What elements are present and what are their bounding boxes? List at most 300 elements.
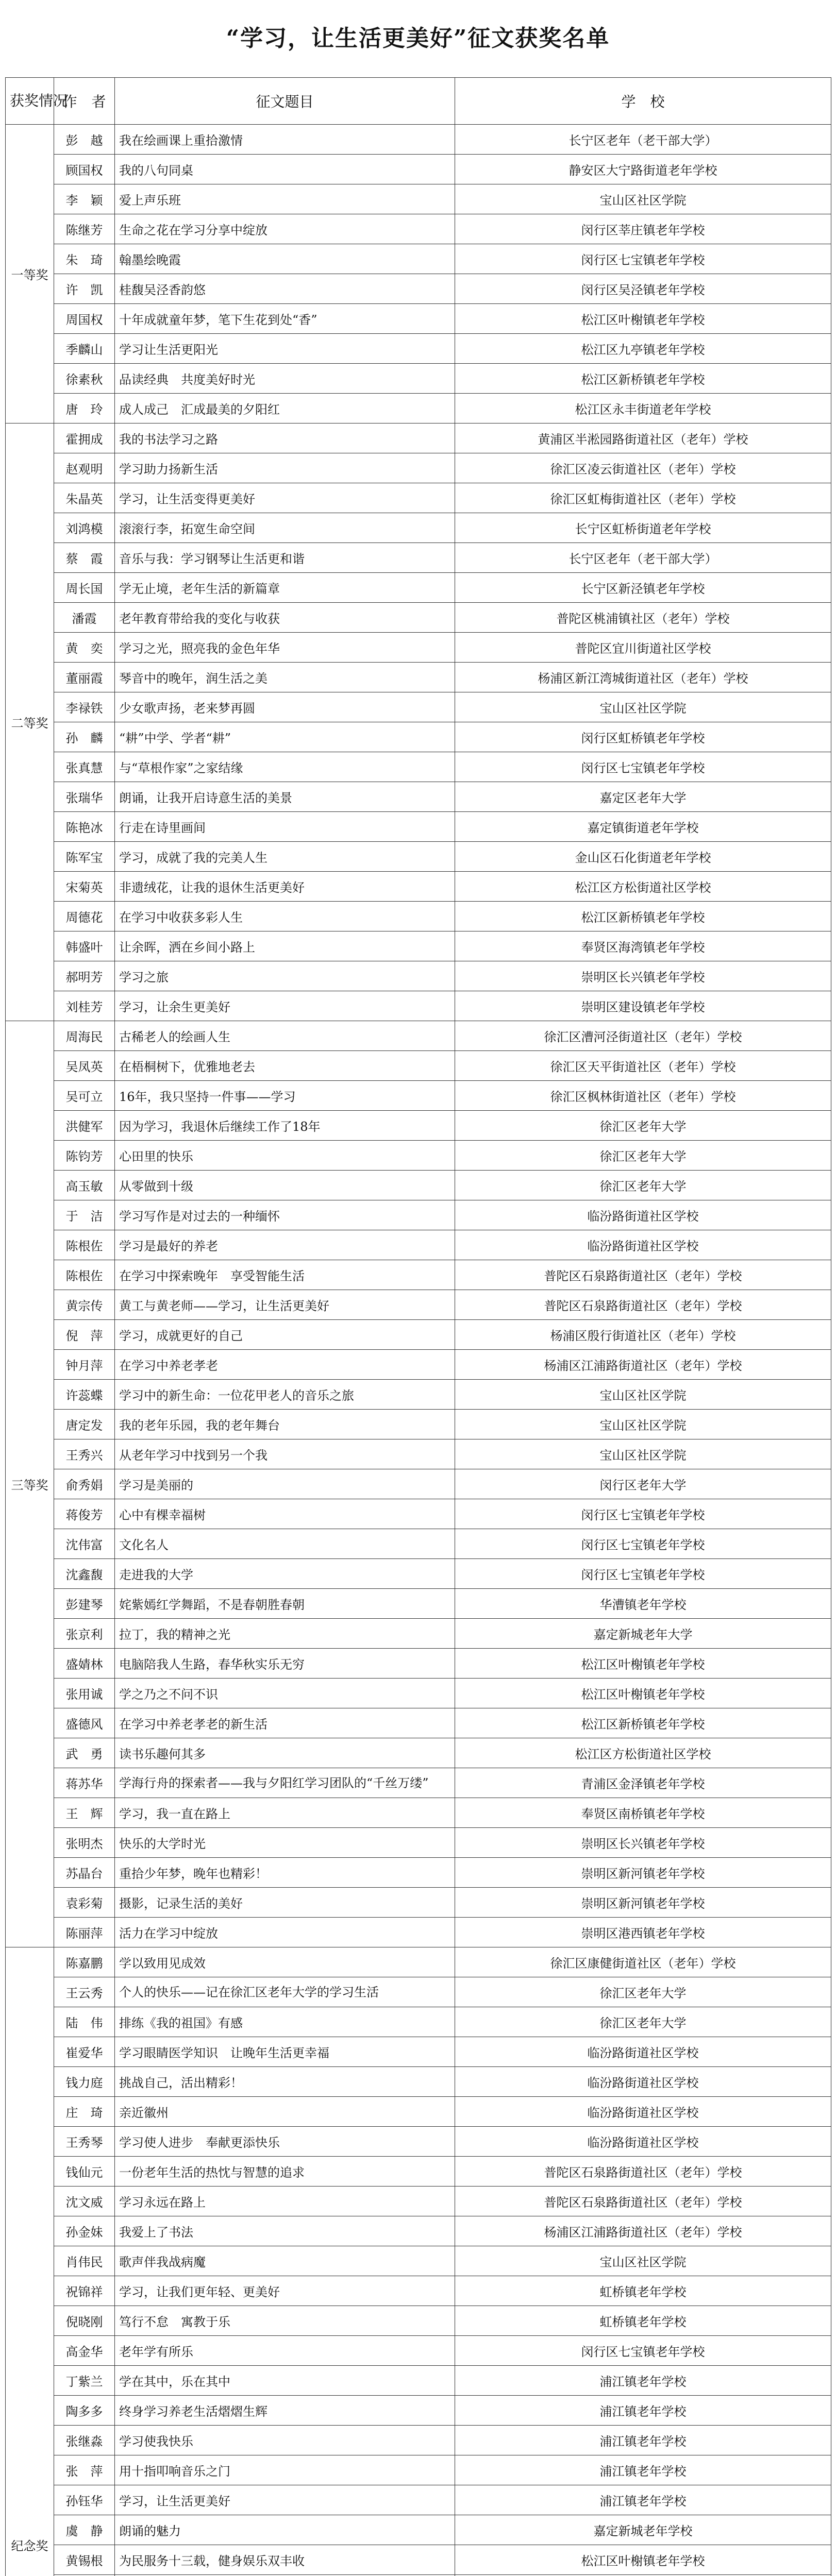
essay-title: 我爱上了书法 <box>115 2216 455 2246</box>
author-name: 周长国 <box>54 573 115 603</box>
school-name: 青浦区金泽镇老年学校 <box>455 1768 831 1798</box>
table-row <box>6 1260 831 1290</box>
author-name: 张明杰 <box>54 1828 115 1858</box>
school-name: 徐汇区凌云街道社区（老年）学校 <box>455 453 831 483</box>
table-row <box>6 1081 831 1111</box>
table-row <box>6 1828 831 1858</box>
essay-title: 快乐的大学时光 <box>115 1828 455 1858</box>
school-name: 长宁区新泾镇老年学校 <box>455 573 831 603</box>
essay-title: 滚滚行李，拓宽生命空间 <box>115 513 455 543</box>
essay-title: 少女歌声扬，老来梦再圆 <box>115 692 455 722</box>
essay-title: 挑战自己，活出精彩！ <box>115 2067 455 2097</box>
essay-title: 学习之旅 <box>115 961 455 991</box>
school-name: 嘉定区老年大学 <box>455 782 831 812</box>
page-title: “学习，让生活更美好”征文获奖名单 <box>226 25 610 52</box>
essay-title: 心中有棵幸福树 <box>115 1499 455 1529</box>
table-row <box>6 1200 831 1230</box>
essay-title: 心田里的快乐 <box>115 1141 455 1171</box>
essay-title: 在学习中养老孝老的新生活 <box>115 1708 455 1738</box>
school-name: 普陀区桃浦镇社区（老年）学校 <box>455 603 831 633</box>
author-name: 顾国权 <box>54 155 115 184</box>
school-name: 浦江镇老年学校 <box>455 2455 831 2485</box>
school-name: 宝山区社区学院 <box>455 1439 831 1469</box>
essay-title: 学习中的新生命：一位花甲老人的音乐之旅 <box>115 1380 455 1410</box>
header-essay-title: 征文题目 <box>115 78 455 125</box>
school-name: 松江区方松街道社区学校 <box>455 872 831 902</box>
essay-title: 文化名人 <box>115 1529 455 1559</box>
table-row <box>6 991 831 1021</box>
school-name: 奉贤区南桥镇老年学校 <box>455 1798 831 1828</box>
school-name: 崇明区新河镇老年学校 <box>455 1888 831 1918</box>
essay-title: 学习让生活更阳光 <box>115 334 455 364</box>
author-name: 李 颖 <box>54 184 115 214</box>
author-name: 周海民 <box>54 1021 115 1051</box>
author-name: 唐 玲 <box>54 394 115 423</box>
essay-title: 个人的快乐——记在徐汇区老年大学的学习生活 <box>115 1977 455 2007</box>
essay-title: 学习，让余生更美好 <box>115 991 455 1021</box>
school-name: 杨浦区江浦路街道社区（老年）学校 <box>455 2216 831 2246</box>
header-school: 学 校 <box>455 78 831 125</box>
author-name: 王秀琴 <box>54 2127 115 2157</box>
table-row <box>6 1947 831 1977</box>
essay-title: 翰墨绘晚霞 <box>115 244 455 274</box>
author-name: 赵观明 <box>54 453 115 483</box>
school-name: 宝山区社区学院 <box>455 2246 831 2276</box>
author-name: 陶多多 <box>54 2396 115 2426</box>
table-row <box>6 573 831 603</box>
essay-title: 我在绘画课上重拾激情 <box>115 125 455 155</box>
essay-title: 黄工与黄老师——学习，让生活更美好 <box>115 1290 455 1320</box>
essay-title: 一份老年生活的热忱与智慧的追求 <box>115 2157 455 2187</box>
table-row <box>6 752 831 782</box>
school-name: 长宁区老年（老干部大学） <box>455 543 831 573</box>
table-row <box>6 842 831 872</box>
author-name: 周德花 <box>54 902 115 931</box>
school-name: 临汾路街道社区学校 <box>455 2037 831 2067</box>
table-row <box>6 692 831 722</box>
school-name: 松江区叶榭镇老年学校 <box>455 1679 831 1708</box>
author-name: 季麟山 <box>54 334 115 364</box>
table-row <box>6 1469 831 1499</box>
author-name: 霍拥成 <box>54 423 115 453</box>
author-name: 丁紫兰 <box>54 2366 115 2396</box>
school-name: 徐汇区老年大学 <box>455 1141 831 1171</box>
table-row <box>6 722 831 752</box>
author-name: 洪健军 <box>54 1111 115 1141</box>
table-row <box>6 1708 831 1738</box>
award-category: 三等奖 <box>6 1021 54 1947</box>
table-row <box>6 2366 831 2396</box>
school-name: 闵行区虹桥镇老年学校 <box>455 722 831 752</box>
school-name: 松江区新桥镇老年学校 <box>455 1708 831 1738</box>
essay-title: 与“草根作家”之家结缘 <box>115 752 455 782</box>
author-name: 王秀兴 <box>54 1439 115 1469</box>
school-name: 杨浦区江浦路街道社区（老年）学校 <box>455 1350 831 1380</box>
table-row <box>6 1230 831 1260</box>
table-row <box>6 812 831 842</box>
school-name: 临汾路街道社区学校 <box>455 2097 831 2127</box>
essay-title: 电脑陪我人生路，春华秋实乐无穷 <box>115 1649 455 1679</box>
table-row <box>6 1290 831 1320</box>
essay-title: 行走在诗里画间 <box>115 812 455 842</box>
table-row <box>6 1888 831 1918</box>
table-row <box>6 1439 831 1469</box>
school-name: 闵行区七宝镇老年学校 <box>455 1529 831 1559</box>
school-name: 静安区大宁路街道老年学校 <box>455 155 831 184</box>
author-name: 陈嘉鹏 <box>54 1947 115 1977</box>
school-name: 崇明区新河镇老年学校 <box>455 1858 831 1888</box>
essay-title: 我的老年乐园，我的老年舞台 <box>115 1410 455 1439</box>
school-name: 嘉定新城老年大学 <box>455 1619 831 1649</box>
author-name: 钱仙元 <box>54 2157 115 2187</box>
school-name: 普陀区石泉路街道社区（老年）学校 <box>455 1260 831 1290</box>
author-name: 张继淼 <box>54 2426 115 2455</box>
table-row <box>6 931 831 961</box>
author-name: 蒋苏华 <box>54 1768 115 1798</box>
essay-title: 为民服务十三载，健身娱乐双丰收 <box>115 2545 455 2575</box>
table-row <box>6 155 831 184</box>
school-name: 杨浦区新江湾城街道社区（老年）学校 <box>455 663 831 692</box>
essay-title: 品读经典 共度美好时光 <box>115 364 455 394</box>
essay-title: 学习使人进步 奉献更添快乐 <box>115 2127 455 2157</box>
author-name: 吴凤英 <box>54 1051 115 1081</box>
school-name: 徐汇区康健街道社区（老年）学校 <box>455 1947 831 1977</box>
author-name: 董丽霞 <box>54 663 115 692</box>
school-name: 闵行区吴泾镇老年学校 <box>455 274 831 304</box>
essay-title: 学习使我快乐 <box>115 2426 455 2455</box>
essay-title: 我的书法学习之路 <box>115 423 455 453</box>
school-name: 徐汇区枫林街道社区（老年）学校 <box>455 1081 831 1111</box>
school-name: 虹桥镇老年学校 <box>455 2306 831 2336</box>
essay-title: 成人成己 汇成最美的夕阳红 <box>115 394 455 423</box>
author-name: 韩盛叶 <box>54 931 115 961</box>
table-row <box>6 663 831 692</box>
table-row <box>6 1320 831 1350</box>
author-name: 苏晶台 <box>54 1858 115 1888</box>
school-name: 普陀区石泉路街道社区（老年）学校 <box>455 2157 831 2187</box>
essay-title: 学习，让我们更年轻、更美好 <box>115 2276 455 2306</box>
essay-title: 老年教育带给我的变化与收获 <box>115 603 455 633</box>
author-name: 张真慧 <box>54 752 115 782</box>
essay-title: 读书乐趣何其多 <box>115 1738 455 1768</box>
table-row <box>6 1171 831 1200</box>
school-name: 浦江镇老年学校 <box>455 2485 831 2515</box>
essay-title: 朗诵，让我开启诗意生活的美景 <box>115 782 455 812</box>
table-row <box>6 1679 831 1708</box>
table-row <box>6 1589 831 1619</box>
table-row <box>6 2007 831 2037</box>
essay-title: 学之乃之不问不识 <box>115 1679 455 1708</box>
table-row <box>6 2157 831 2187</box>
author-name: 陈军宝 <box>54 842 115 872</box>
school-name: 宝山区社区学院 <box>455 1380 831 1410</box>
essay-title: 姹紫嫣红学舞蹈，不是春朝胜春朝 <box>115 1589 455 1619</box>
essay-title: 琴音中的晚年，润生活之美 <box>115 663 455 692</box>
author-name: 吴可立 <box>54 1081 115 1111</box>
school-name: 嘉定新城老年学校 <box>455 2515 831 2545</box>
essay-title: 十年成就童年梦，笔下生花到处“香” <box>115 304 455 334</box>
essay-title: 在梧桐树下，优雅地老去 <box>115 1051 455 1081</box>
author-name: 沈鑫馥 <box>54 1559 115 1589</box>
author-name: 张用诚 <box>54 1679 115 1708</box>
school-name: 徐汇区老年大学 <box>455 2007 831 2037</box>
table-row <box>6 2067 831 2097</box>
essay-title: 用十指叩响音乐之门 <box>115 2455 455 2485</box>
school-name: 徐汇区天平街道社区（老年）学校 <box>455 1051 831 1081</box>
author-name: 祝锦祥 <box>54 2276 115 2306</box>
author-name: 于 洁 <box>54 1200 115 1230</box>
school-name: 徐汇区漕河泾街道社区（老年）学校 <box>455 1021 831 1051</box>
author-name: 徐素秋 <box>54 364 115 394</box>
essay-title: 学习，我一直在路上 <box>115 1798 455 1828</box>
author-name: 朱 琦 <box>54 244 115 274</box>
author-name: 潘霞 <box>54 603 115 633</box>
school-name: 奉贤区海湾镇老年学校 <box>455 931 831 961</box>
table-row <box>6 1798 831 1828</box>
table-row <box>6 1918 831 1947</box>
essay-title: 学习，成就了我的完美人生 <box>115 842 455 872</box>
essay-title: 桂馥吴泾香韵悠 <box>115 274 455 304</box>
table-row <box>6 2276 831 2306</box>
school-name: 华漕镇老年学校 <box>455 1589 831 1619</box>
author-name: 倪晓刚 <box>54 2306 115 2336</box>
essay-title: 走进我的大学 <box>115 1559 455 1589</box>
table-row <box>6 1410 831 1439</box>
essay-title: 排练《我的祖国》有感 <box>115 2007 455 2037</box>
table-row <box>6 513 831 543</box>
school-name: 临汾路街道社区学校 <box>455 1230 831 1260</box>
author-name: 庄 琦 <box>54 2097 115 2127</box>
table-row <box>6 1111 831 1141</box>
author-name: 陈根佐 <box>54 1260 115 1290</box>
table-row <box>6 1619 831 1649</box>
essay-title: 学习永远在路上 <box>115 2187 455 2216</box>
author-name: 黄 奕 <box>54 633 115 663</box>
school-name: 长宁区老年（老干部大学） <box>455 125 831 155</box>
table-row <box>6 543 831 573</box>
author-name: 宋菊英 <box>54 872 115 902</box>
essay-title: 学以致用见成效 <box>115 1947 455 1977</box>
school-name: 闵行区七宝镇老年学校 <box>455 1559 831 1589</box>
table-row <box>6 2396 831 2426</box>
school-name: 松江区叶榭镇老年学校 <box>455 1649 831 1679</box>
essay-title: 因为学习，我退休后继续工作了18年 <box>115 1111 455 1141</box>
author-name: 郝明芳 <box>54 961 115 991</box>
essay-title: 在学习中收获多彩人生 <box>115 902 455 931</box>
essay-title: 在学习中探索晚年 享受智能生活 <box>115 1260 455 1290</box>
school-name: 松江区方松街道社区学校 <box>455 1738 831 1768</box>
school-name: 松江区九亭镇老年学校 <box>455 334 831 364</box>
table-row <box>6 2216 831 2246</box>
table-row <box>6 1380 831 1410</box>
table-row <box>6 782 831 812</box>
table-row <box>6 364 831 394</box>
essay-title: 从老年学习中找到另一个我 <box>115 1439 455 1469</box>
author-name: 王云秀 <box>54 1977 115 2007</box>
essay-title: 从零做到十级 <box>115 1171 455 1200</box>
school-name: 崇明区港西镇老年学校 <box>455 1918 831 1947</box>
school-name: 闵行区七宝镇老年学校 <box>455 2336 831 2366</box>
essay-title: 活力在学习中绽放 <box>115 1918 455 1947</box>
author-name: 倪 萍 <box>54 1320 115 1350</box>
school-name: 松江区新桥镇老年学校 <box>455 364 831 394</box>
table-row <box>6 2485 831 2515</box>
table-row <box>6 633 831 663</box>
author-name: 许 凯 <box>54 274 115 304</box>
table-row <box>6 2455 831 2485</box>
school-name: 闵行区七宝镇老年学校 <box>455 752 831 782</box>
essay-title: 我的八句同桌 <box>115 155 455 184</box>
table-row <box>6 1499 831 1529</box>
essay-title: 老年学有所乐 <box>115 2336 455 2366</box>
author-name: 虞 静 <box>54 2515 115 2545</box>
school-name: 黄浦区半淞园路街道社区（老年）学校 <box>455 423 831 453</box>
award-category: 纪念奖 <box>6 1947 54 2576</box>
table-row <box>6 2306 831 2336</box>
table-row <box>6 483 831 513</box>
essay-title: “耕”中学、学者“耕” <box>115 722 455 752</box>
author-name: 袁彩菊 <box>54 1888 115 1918</box>
award-table-body <box>6 125 831 2576</box>
essay-title: 亲近徽州 <box>115 2097 455 2127</box>
table-row <box>6 961 831 991</box>
table-row <box>6 214 831 244</box>
author-name: 高金华 <box>54 2336 115 2366</box>
table-row <box>6 1768 831 1798</box>
school-name: 宝山区社区学院 <box>455 184 831 214</box>
school-name: 徐汇区老年大学 <box>455 1977 831 2007</box>
table-row <box>6 453 831 483</box>
school-name: 普陀区石泉路街道社区（老年）学校 <box>455 1290 831 1320</box>
author-name: 张京利 <box>54 1619 115 1649</box>
author-name: 彭建琴 <box>54 1589 115 1619</box>
essay-title: 生命之花在学习分享中绽放 <box>115 214 455 244</box>
essay-title: 拉丁，我的精神之光 <box>115 1619 455 1649</box>
table-row <box>6 1141 831 1171</box>
essay-title: 在学习中养老孝老 <box>115 1350 455 1380</box>
table-row <box>6 603 831 633</box>
table-row <box>6 2246 831 2276</box>
school-name: 宝山区社区学院 <box>455 692 831 722</box>
essay-title: 学习，成就更好的自己 <box>115 1320 455 1350</box>
author-name: 陈根佐 <box>54 1230 115 1260</box>
author-name: 盛德风 <box>54 1708 115 1738</box>
school-name: 宝山区社区学院 <box>455 1410 831 1439</box>
table-row <box>6 2336 831 2366</box>
author-name: 彭 越 <box>54 125 115 155</box>
table-row <box>6 2187 831 2216</box>
school-name: 徐汇区虹梅街道社区（老年）学校 <box>455 483 831 513</box>
table-row <box>6 872 831 902</box>
author-name: 盛婧林 <box>54 1649 115 1679</box>
table-row <box>6 2426 831 2455</box>
essay-title: 学习，让生活变得更美好 <box>115 483 455 513</box>
table-row <box>6 1350 831 1380</box>
table-row <box>6 1858 831 1888</box>
author-name: 孙金妹 <box>54 2216 115 2246</box>
author-name: 张瑞华 <box>54 782 115 812</box>
school-name: 浦江镇老年学校 <box>455 2426 831 2455</box>
essay-title: 学习助力扬新生活 <box>115 453 455 483</box>
essay-title: 学习是最好的养老 <box>115 1230 455 1260</box>
author-name: 肖伟民 <box>54 2246 115 2276</box>
author-name: 李禄铁 <box>54 692 115 722</box>
author-name: 钱力庭 <box>54 2067 115 2097</box>
table-row <box>6 2545 831 2575</box>
author-name: 蔡 霞 <box>54 543 115 573</box>
author-name: 许蕊蝶 <box>54 1380 115 1410</box>
author-name: 孙钰华 <box>54 2485 115 2515</box>
header-category: 获奖情况 <box>6 78 54 125</box>
school-name: 浦江镇老年学校 <box>455 2366 831 2396</box>
school-name: 崇明区建设镇老年学校 <box>455 991 831 1021</box>
school-name: 崇明区长兴镇老年学校 <box>455 961 831 991</box>
table-row <box>6 274 831 304</box>
table-row <box>6 1021 831 1051</box>
author-name: 钟月萍 <box>54 1350 115 1380</box>
essay-title: 音乐与我：学习钢琴让生活更和谐 <box>115 543 455 573</box>
school-name: 松江区新桥镇老年学校 <box>455 902 831 931</box>
school-name: 普陀区宜川街道社区学校 <box>455 633 831 663</box>
table-row <box>6 304 831 334</box>
essay-title: 古稀老人的绘画人生 <box>115 1021 455 1051</box>
author-name: 高玉敏 <box>54 1171 115 1200</box>
essay-title: 摄影，记录生活的美好 <box>115 1888 455 1918</box>
school-name: 虹桥镇老年学校 <box>455 2276 831 2306</box>
author-name: 黄锡根 <box>54 2545 115 2575</box>
school-name: 松江区永丰街道老年学校 <box>455 394 831 423</box>
table-row <box>6 1529 831 1559</box>
author-name: 崔爱华 <box>54 2037 115 2067</box>
school-name: 闵行区七宝镇老年学校 <box>455 1499 831 1529</box>
essay-title: 学在其中，乐在其中 <box>115 2366 455 2396</box>
author-name: 俞秀娟 <box>54 1469 115 1499</box>
table-row <box>6 334 831 364</box>
school-name: 临汾路街道社区学校 <box>455 2127 831 2157</box>
essay-title: 爱上声乐班 <box>115 184 455 214</box>
school-name: 徐汇区老年大学 <box>455 1171 831 1200</box>
table-row <box>6 1649 831 1679</box>
author-name: 陈丽萍 <box>54 1918 115 1947</box>
table-row <box>6 1738 831 1768</box>
table-row <box>6 2097 831 2127</box>
essay-title: 学习之光，照亮我的金色年华 <box>115 633 455 663</box>
table-header-row <box>6 78 831 125</box>
essay-title: 16年，我只坚持一件事——学习 <box>115 1081 455 1111</box>
essay-title: 学习写作是对过去的一种缅怀 <box>115 1200 455 1230</box>
school-name: 浦江镇老年学校 <box>455 2396 831 2426</box>
school-name: 闵行区老年大学 <box>455 1469 831 1499</box>
author-name: 唐定发 <box>54 1410 115 1439</box>
school-name: 嘉定镇街道老年学校 <box>455 812 831 842</box>
table-row <box>6 1051 831 1081</box>
award-table <box>5 77 831 2576</box>
school-name: 闵行区莘庄镇老年学校 <box>455 214 831 244</box>
author-name: 陈艳冰 <box>54 812 115 842</box>
essay-title: 朗诵的魅力 <box>115 2515 455 2545</box>
author-name: 陆 伟 <box>54 2007 115 2037</box>
author-name: 刘鸿模 <box>54 513 115 543</box>
table-row <box>6 2515 831 2545</box>
award-category: 一等奖 <box>6 125 54 423</box>
author-name: 武 勇 <box>54 1738 115 1768</box>
author-name: 刘桂芳 <box>54 991 115 1021</box>
essay-title: 学无止境，老年生活的新篇章 <box>115 573 455 603</box>
essay-title: 学习是美丽的 <box>115 1469 455 1499</box>
school-name: 长宁区虹桥街道老年学校 <box>455 513 831 543</box>
essay-title: 让余晖，洒在乡间小路上 <box>115 931 455 961</box>
author-name: 王 辉 <box>54 1798 115 1828</box>
